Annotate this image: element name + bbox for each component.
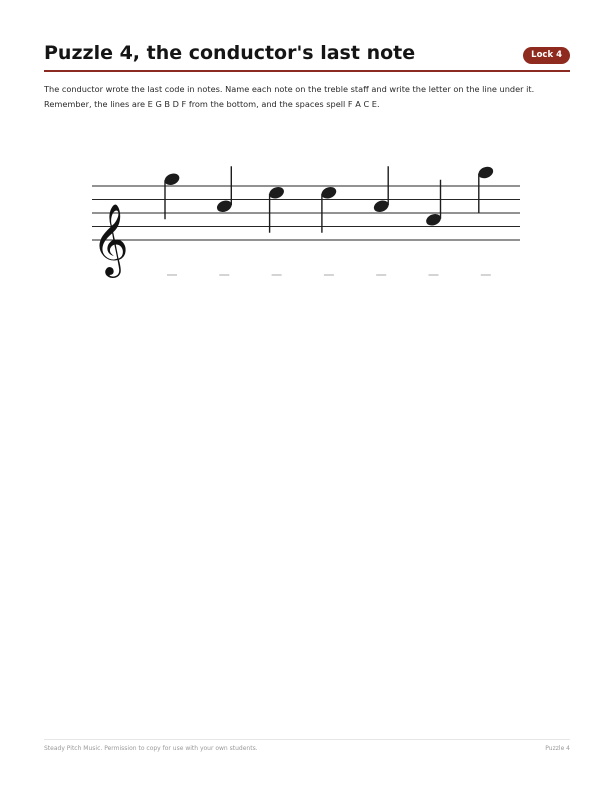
note [163,171,181,219]
note [215,166,233,214]
instructions-text: The conductor wrote the last code in notes. Name each note on the treble staff and write the letter on the line under it. Remember, the lines are E G B D F from the bottom, and the spaces spell F A C E. [44,84,535,109]
note [477,165,495,213]
staff-lines [92,186,520,240]
footer-page-label: Puzzle 4 [545,745,570,752]
note [372,166,390,214]
lock-badge: Lock 4 [523,47,570,64]
notes-group [163,165,495,233]
note [320,185,338,233]
note [424,180,442,228]
treble-clef-icon: 𝄞 [92,202,129,275]
note [268,185,286,233]
page-title: Puzzle 4, the conductor's last note [44,42,416,64]
footer-copyright: Steady Pitch Music. Permission to copy for use with your own students. [44,745,258,752]
page-footer [44,739,570,752]
